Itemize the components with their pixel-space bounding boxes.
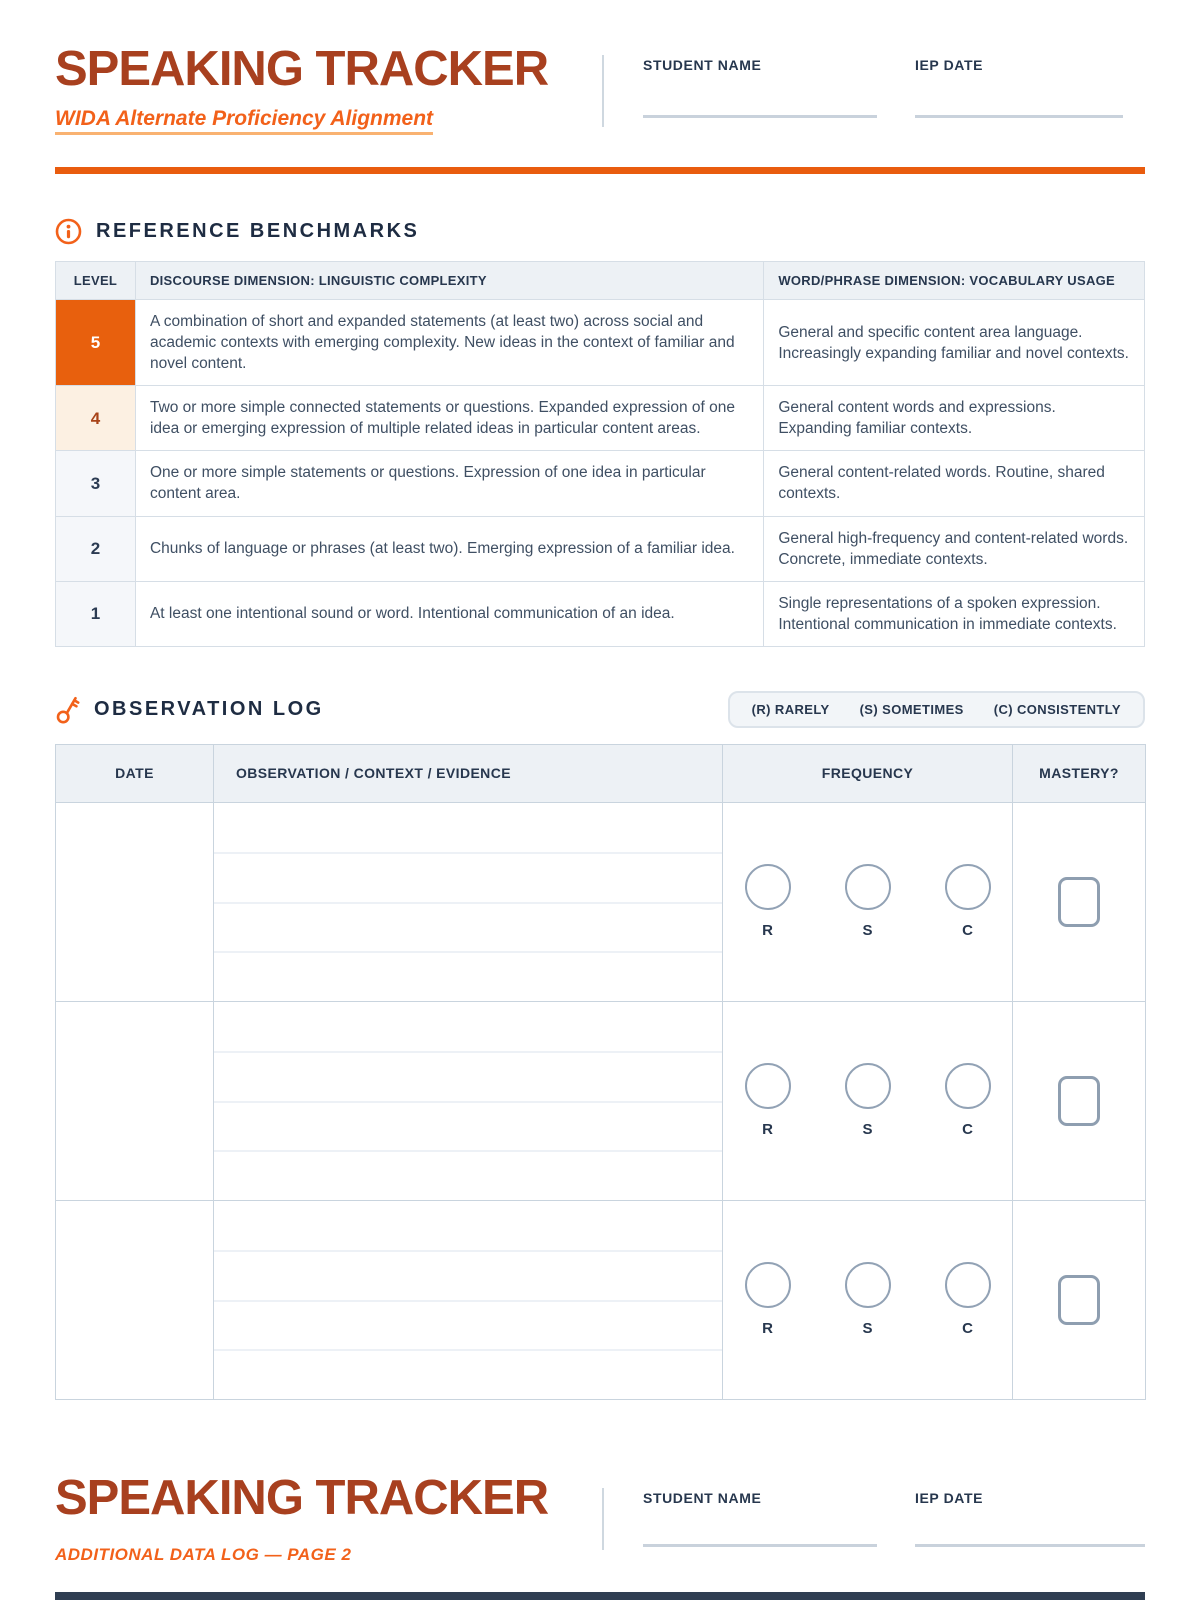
writing-line: [214, 1349, 722, 1399]
legend-sometimes: (S) SOMETIMES: [859, 701, 964, 717]
benchmark-row: [56, 451, 1145, 516]
frequency-circle-s[interactable]: [845, 864, 891, 910]
frequency-group: [723, 1063, 1012, 1138]
writing-line: [214, 1250, 722, 1300]
page2-table-top-bar: [55, 1592, 1145, 1600]
benchmark-discourse-text: Two or more simple connected statements or questions. Expanded expression of one idea or emerging expression of multiple related ideas in particular content areas.: [135, 386, 763, 451]
benchmark-discourse-text: One or more simple statements or questions. Expression of one idea in particular content area.: [135, 451, 763, 516]
frequency-label-c: C: [962, 922, 973, 940]
mastery-checkbox[interactable]: [1058, 877, 1100, 927]
benchmark-row: [56, 386, 1145, 451]
orange-divider: [55, 167, 1145, 174]
benchmark-discourse-text: Chunks of language or phrases (at least two). Emerging expression of a familiar idea.: [135, 516, 763, 581]
benchmark-level: 4: [56, 386, 136, 451]
writing-line: [214, 803, 722, 853]
benchmarks-section-title: REFERENCE BENCHMARKS: [96, 220, 420, 242]
frequency-label-s: S: [862, 1121, 873, 1139]
key-icon: [55, 694, 80, 725]
iep-date-line[interactable]: [915, 115, 1123, 118]
frequency-circle-s[interactable]: [845, 1063, 891, 1109]
info-icon: [55, 218, 82, 245]
observation-cell[interactable]: [214, 1001, 723, 1200]
benchmarks-col-vocabulary: WORD/PHRASE DIMENSION: VOCABULARY USAGE: [764, 262, 1145, 300]
page2-title: SPEAKING TRACKER: [55, 1470, 549, 1525]
frequency-cell: [723, 1001, 1013, 1200]
date-cell[interactable]: [56, 802, 214, 1001]
mastery-cell: [1013, 1200, 1146, 1399]
frequency-circle-s[interactable]: [845, 1262, 891, 1308]
writing-line: [214, 1150, 722, 1200]
student-name-field: [643, 57, 877, 118]
frequency-labels: [745, 922, 991, 939]
observation-col-evidence: OBSERVATION / CONTEXT / EVIDENCE: [214, 744, 723, 802]
mastery-checkbox[interactable]: [1058, 1076, 1100, 1126]
frequency-labels: [745, 1121, 991, 1138]
page2-iep-date-line[interactable]: [915, 1544, 1145, 1547]
frequency-circle-r[interactable]: [745, 1262, 791, 1308]
observation-section-title: OBSERVATION LOG: [94, 697, 324, 720]
frequency-label-c: C: [962, 1320, 973, 1338]
frequency-label-s: S: [862, 922, 873, 940]
header-divider: [602, 55, 604, 127]
mastery-checkbox[interactable]: [1058, 1275, 1100, 1325]
page2-iep-date-field: [915, 1490, 1145, 1547]
benchmarks-col-level: LEVEL: [56, 262, 136, 300]
observation-section-header: [55, 691, 1145, 728]
frequency-circle-r[interactable]: [745, 864, 791, 910]
frequency-labels: [745, 1320, 991, 1337]
page-title: SPEAKING TRACKER: [55, 42, 549, 96]
benchmark-level: 5: [56, 300, 136, 386]
writing-lines: [214, 1201, 722, 1399]
page2-divider: [602, 1488, 604, 1550]
observation-table: [55, 744, 1146, 1400]
writing-lines: [214, 803, 722, 1001]
page2-iep-date-label: IEP DATE: [915, 1489, 984, 1506]
benchmark-row: [56, 300, 1145, 386]
date-cell[interactable]: [56, 1200, 214, 1399]
mastery-cell: [1013, 1001, 1146, 1200]
frequency-cell: [723, 802, 1013, 1001]
benchmark-row: [56, 516, 1145, 581]
benchmark-level: 3: [56, 451, 136, 516]
frequency-group: [723, 864, 1012, 939]
legend-rarely: (R) RARELY: [751, 701, 830, 717]
writing-line: [214, 1300, 722, 1350]
benchmarks-col-discourse: DISCOURSE DIMENSION: LINGUISTIC COMPLEXITY: [135, 262, 763, 300]
benchmark-vocabulary-text: General high-frequency and content-related words. Concrete, immediate contexts.: [764, 516, 1145, 581]
page2-header: [55, 1470, 1145, 1584]
observation-table-body: [56, 802, 1146, 1399]
writing-line: [214, 852, 722, 902]
benchmark-vocabulary-text: General content words and expressions. Expanding familiar contexts.: [764, 386, 1145, 451]
frequency-group: [723, 1262, 1012, 1337]
frequency-label-r: R: [762, 1320, 773, 1338]
writing-line: [214, 902, 722, 952]
benchmark-vocabulary-text: Single representations of a spoken expression. Intentional communication in immediate contexts.: [764, 581, 1145, 646]
benchmarks-table: [55, 261, 1145, 647]
writing-line: [214, 1201, 722, 1251]
observation-col-mastery: MASTERY?: [1013, 744, 1146, 802]
benchmark-level: 1: [56, 581, 136, 646]
writing-line: [214, 1051, 722, 1101]
observation-row: [56, 1200, 1146, 1399]
observation-col-frequency: FREQUENCY: [723, 744, 1013, 802]
page2-student-name-line[interactable]: [643, 1544, 877, 1547]
benchmark-discourse-text: At least one intentional sound or word. Intentional communication of an idea.: [135, 581, 763, 646]
page-header: [55, 42, 1145, 141]
page2-student-name-field: [643, 1490, 877, 1547]
writing-line: [214, 951, 722, 1001]
frequency-label-s: S: [862, 1320, 873, 1338]
writing-line: [214, 1101, 722, 1151]
frequency-circle-c[interactable]: [945, 1262, 991, 1308]
benchmarks-section-header: [55, 218, 1145, 245]
page2-subtitle: ADDITIONAL DATA LOG — PAGE 2: [55, 1544, 352, 1564]
benchmark-vocabulary-text: General content-related words. Routine, shared contexts.: [764, 451, 1145, 516]
student-name-line[interactable]: [643, 115, 877, 118]
page-subtitle: WIDA Alternate Proficiency Alignment: [55, 107, 433, 135]
frequency-circles: [745, 1262, 991, 1308]
benchmark-level: 2: [56, 516, 136, 581]
frequency-cell: [723, 1200, 1013, 1399]
legend-consistently: (C) CONSISTENTLY: [993, 701, 1121, 717]
benchmark-discourse-text: A combination of short and expanded statements (at least two) across social and academic contexts with emerging complexity. New ideas in the context of familiar and novel content.: [135, 300, 763, 386]
observation-cell[interactable]: [214, 1200, 723, 1399]
frequency-label-r: R: [762, 922, 773, 940]
frequency-legend: [728, 691, 1145, 728]
iep-date-label: IEP DATE: [915, 57, 984, 73]
observation-cell[interactable]: [214, 802, 723, 1001]
benchmarks-header-row: [56, 262, 1145, 300]
student-name-label: STUDENT NAME: [643, 57, 762, 73]
benchmark-row: [56, 581, 1145, 646]
frequency-label-r: R: [762, 1121, 773, 1139]
observation-row: [56, 1001, 1146, 1200]
frequency-label-c: C: [962, 1121, 973, 1139]
frequency-circles: [745, 864, 991, 910]
mastery-cell: [1013, 802, 1146, 1001]
benchmark-vocabulary-text: General and specific content area language. Increasingly expanding familiar and novel contexts.: [764, 300, 1145, 386]
benchmark-table-body: [56, 300, 1145, 647]
frequency-circles: [745, 1063, 991, 1109]
frequency-circle-c[interactable]: [945, 864, 991, 910]
iep-date-field: [915, 57, 1123, 118]
observation-row: [56, 802, 1146, 1001]
frequency-circle-r[interactable]: [745, 1063, 791, 1109]
date-cell[interactable]: [56, 1001, 214, 1200]
page2-student-name-label: STUDENT NAME: [643, 1489, 762, 1506]
observation-col-date: DATE: [56, 744, 214, 802]
writing-lines: [214, 1002, 722, 1200]
observation-header-row: [56, 744, 1146, 802]
frequency-circle-c[interactable]: [945, 1063, 991, 1109]
writing-line: [214, 1002, 722, 1052]
